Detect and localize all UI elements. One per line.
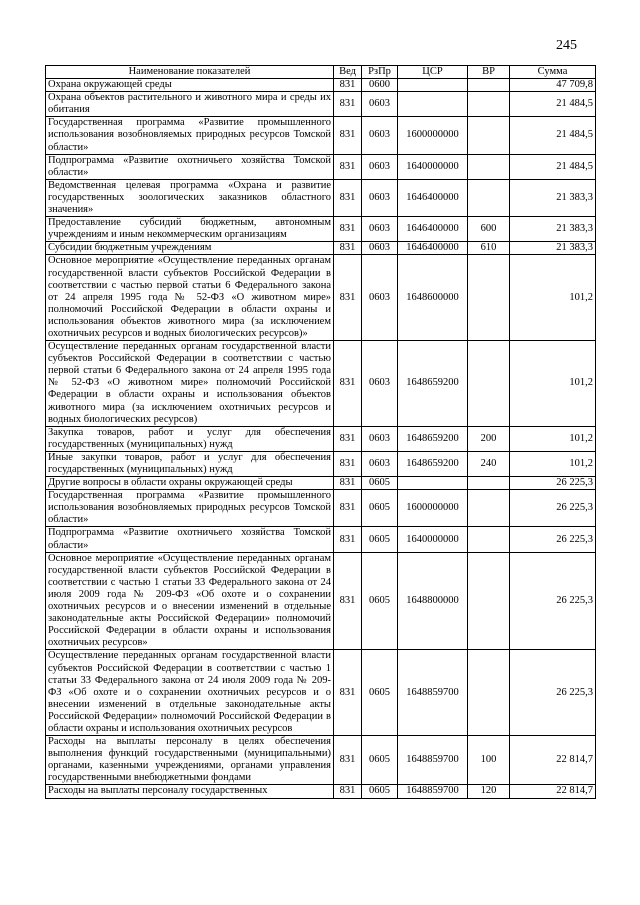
cell-rzpr: 0605 bbox=[362, 736, 398, 785]
cell-vr: 240 bbox=[468, 451, 510, 476]
cell-ved: 831 bbox=[334, 341, 362, 427]
cell-csr: 1648659200 bbox=[398, 426, 468, 451]
cell-vr bbox=[468, 490, 510, 527]
table-body bbox=[46, 79, 596, 798]
cell-vr bbox=[468, 117, 510, 154]
cell-vr bbox=[468, 552, 510, 650]
cell-csr: 1648659200 bbox=[398, 341, 468, 427]
cell-sum: 21 383,3 bbox=[510, 217, 596, 242]
table-row bbox=[46, 154, 596, 179]
cell-rzpr: 0603 bbox=[362, 117, 398, 154]
cell-vr bbox=[468, 341, 510, 427]
cell-sum: 26 225,3 bbox=[510, 490, 596, 527]
cell-name: Охрана объектов растительного и животного мира и среды их обитания bbox=[46, 92, 334, 117]
cell-vr bbox=[468, 92, 510, 117]
cell-vr: 600 bbox=[468, 217, 510, 242]
cell-ved: 831 bbox=[334, 451, 362, 476]
header-csr: ЦСР bbox=[398, 66, 468, 79]
table-row bbox=[46, 242, 596, 255]
cell-ved: 831 bbox=[334, 117, 362, 154]
cell-rzpr: 0603 bbox=[362, 154, 398, 179]
cell-vr bbox=[468, 179, 510, 216]
cell-name: Осуществление переданных органам государственной власти субъектов Российской Федерации в соответствии с частью первой статьи 6 Федерального закона от 24 апреля 1995 года № 52-ФЗ «О животном мире» полномочий Российской Федерации в области охраны и использования объектов животного мира (за исключением охотничьих ресурсов и водных биологических ресурсов) bbox=[46, 341, 334, 427]
budget-table bbox=[45, 65, 596, 799]
cell-name: Субсидии бюджетным учреждениям bbox=[46, 242, 334, 255]
cell-vr bbox=[468, 255, 510, 341]
cell-rzpr: 0605 bbox=[362, 785, 398, 798]
cell-name: Государственная программа «Развитие промышленного использования возобновляемых природных ресурсов Томской области» bbox=[46, 117, 334, 154]
cell-sum: 101,2 bbox=[510, 451, 596, 476]
table-row bbox=[46, 736, 596, 785]
cell-ved: 831 bbox=[334, 477, 362, 490]
cell-sum: 22 814,7 bbox=[510, 785, 596, 798]
cell-vr bbox=[468, 154, 510, 179]
cell-sum: 101,2 bbox=[510, 426, 596, 451]
cell-vr bbox=[468, 650, 510, 736]
table-row bbox=[46, 552, 596, 650]
cell-vr bbox=[468, 527, 510, 552]
table-row bbox=[46, 426, 596, 451]
cell-name: Охрана окружающей среды bbox=[46, 79, 334, 92]
cell-sum: 26 225,3 bbox=[510, 650, 596, 736]
header-sum: Сумма bbox=[510, 66, 596, 79]
cell-csr: 1640000000 bbox=[398, 527, 468, 552]
cell-name: Закупка товаров, работ и услуг для обеспечения государственных (муниципальных) нужд bbox=[46, 426, 334, 451]
cell-sum: 26 225,3 bbox=[510, 552, 596, 650]
cell-ved: 831 bbox=[334, 426, 362, 451]
cell-rzpr: 0603 bbox=[362, 426, 398, 451]
cell-vr: 200 bbox=[468, 426, 510, 451]
table-row bbox=[46, 179, 596, 216]
cell-rzpr: 0605 bbox=[362, 552, 398, 650]
table-row bbox=[46, 527, 596, 552]
table-row bbox=[46, 255, 596, 341]
cell-ved: 831 bbox=[334, 785, 362, 798]
table-row bbox=[46, 92, 596, 117]
cell-name: Подпрограмма «Развитие охотничьего хозяйства Томской области» bbox=[46, 154, 334, 179]
cell-sum: 101,2 bbox=[510, 341, 596, 427]
cell-sum: 47 709,8 bbox=[510, 79, 596, 92]
cell-sum: 101,2 bbox=[510, 255, 596, 341]
cell-name: Подпрограмма «Развитие охотничьего хозяйства Томской области» bbox=[46, 527, 334, 552]
table-row bbox=[46, 477, 596, 490]
cell-sum: 26 225,3 bbox=[510, 477, 596, 490]
table-row bbox=[46, 490, 596, 527]
cell-name: Расходы на выплаты персоналу в целях обеспечения выполнения функций государственными (муниципальными) органами, казенными учреждениями, органами управления государственными внебюджетными фондами bbox=[46, 736, 334, 785]
cell-rzpr: 0605 bbox=[362, 650, 398, 736]
cell-ved: 831 bbox=[334, 736, 362, 785]
cell-csr bbox=[398, 477, 468, 490]
table-row bbox=[46, 79, 596, 92]
cell-csr: 1648659200 bbox=[398, 451, 468, 476]
cell-ved: 831 bbox=[334, 154, 362, 179]
cell-vr bbox=[468, 477, 510, 490]
header-name: Наименование показателей bbox=[46, 66, 334, 79]
cell-ved: 831 bbox=[334, 650, 362, 736]
cell-csr bbox=[398, 79, 468, 92]
cell-csr: 1648859700 bbox=[398, 650, 468, 736]
table-row bbox=[46, 217, 596, 242]
cell-sum: 21 383,3 bbox=[510, 179, 596, 216]
cell-csr: 1648859700 bbox=[398, 785, 468, 798]
cell-ved: 831 bbox=[334, 217, 362, 242]
cell-rzpr: 0603 bbox=[362, 217, 398, 242]
cell-csr: 1648800000 bbox=[398, 552, 468, 650]
cell-csr: 1646400000 bbox=[398, 217, 468, 242]
cell-rzpr: 0605 bbox=[362, 490, 398, 527]
cell-ved: 831 bbox=[334, 179, 362, 216]
cell-csr: 1646400000 bbox=[398, 179, 468, 216]
table-row bbox=[46, 117, 596, 154]
cell-name: Иные закупки товаров, работ и услуг для обеспечения государственных (муниципальных) нужд bbox=[46, 451, 334, 476]
cell-ved: 831 bbox=[334, 79, 362, 92]
cell-ved: 831 bbox=[334, 92, 362, 117]
cell-name: Расходы на выплаты персоналу государственных bbox=[46, 785, 334, 798]
cell-sum: 21 484,5 bbox=[510, 92, 596, 117]
cell-name: Государственная программа «Развитие промышленного использования возобновляемых природных ресурсов Томской области» bbox=[46, 490, 334, 527]
cell-csr: 1600000000 bbox=[398, 490, 468, 527]
table-header-row bbox=[46, 66, 596, 79]
cell-rzpr: 0603 bbox=[362, 451, 398, 476]
cell-vr: 610 bbox=[468, 242, 510, 255]
cell-vr bbox=[468, 79, 510, 92]
header-vr: ВР bbox=[468, 66, 510, 79]
cell-csr: 1648859700 bbox=[398, 736, 468, 785]
cell-vr: 100 bbox=[468, 736, 510, 785]
cell-ved: 831 bbox=[334, 255, 362, 341]
cell-rzpr: 0600 bbox=[362, 79, 398, 92]
cell-ved: 831 bbox=[334, 490, 362, 527]
header-rzpr: РзПр bbox=[362, 66, 398, 79]
cell-name: Основное мероприятие «Осуществление переданных органам государственной власти субъектов Российской Федерации в соответствии с частью 1 статьи 33 Федерального закона от 24 июля 2009 года № 209-ФЗ «Об охоте и о сохранении охотничьих ресурсов и о внесении изменений в отдельные законодательные акты Российской Федерации» полномочий Российской Федерации в области охраны и использования охотничьих ресурсов» bbox=[46, 552, 334, 650]
cell-rzpr: 0603 bbox=[362, 179, 398, 216]
cell-name: Основное мероприятие «Осуществление переданных органам государственной власти субъектов Российской Федерации в соответствии с частью первой статьи 6 Федерального закона от 24 апреля 1995 года № 52-ФЗ «О животном мире» полномочий Российской Федерации в области охраны и использования объектов животного мира (за исключением охотничьих ресурсов и водных биологических ресурсов)» bbox=[46, 255, 334, 341]
cell-rzpr: 0603 bbox=[362, 242, 398, 255]
cell-ved: 831 bbox=[334, 242, 362, 255]
cell-rzpr: 0603 bbox=[362, 255, 398, 341]
cell-csr: 1600000000 bbox=[398, 117, 468, 154]
cell-name: Другие вопросы в области охраны окружающей среды bbox=[46, 477, 334, 490]
cell-sum: 22 814,7 bbox=[510, 736, 596, 785]
cell-rzpr: 0603 bbox=[362, 92, 398, 117]
cell-name: Предоставление субсидий бюджетным, автономным учреждениям и иным некоммерческим организациям bbox=[46, 217, 334, 242]
cell-csr: 1640000000 bbox=[398, 154, 468, 179]
cell-sum: 21 383,3 bbox=[510, 242, 596, 255]
cell-csr: 1646400000 bbox=[398, 242, 468, 255]
cell-name: Ведомственная целевая программа «Охрана и развитие государственных зоологических заказников областного значения» bbox=[46, 179, 334, 216]
table-row bbox=[46, 785, 596, 798]
cell-ved: 831 bbox=[334, 527, 362, 552]
cell-rzpr: 0603 bbox=[362, 341, 398, 427]
table-row bbox=[46, 650, 596, 736]
cell-rzpr: 0605 bbox=[362, 527, 398, 552]
cell-csr: 1648600000 bbox=[398, 255, 468, 341]
cell-sum: 21 484,5 bbox=[510, 117, 596, 154]
header-ved: Вед bbox=[334, 66, 362, 79]
cell-sum: 26 225,3 bbox=[510, 527, 596, 552]
cell-vr: 120 bbox=[468, 785, 510, 798]
table-row bbox=[46, 341, 596, 427]
cell-csr bbox=[398, 92, 468, 117]
cell-name: Осуществление переданных органам государственной власти субъектов Российской Федерации в соответствии с частью 1 статьи 33 Федерального закона от 24 июля 2009 года № 209-ФЗ «Об охоте и о сохранении охотничьих ресурсов и о внесении изменений в отдельные законодательные акты Российской Федерации» полномочий Российской Федерации в области охраны и использования охотничьих ресурсов bbox=[46, 650, 334, 736]
table-row bbox=[46, 451, 596, 476]
page-number: 245 bbox=[556, 38, 577, 53]
cell-rzpr: 0605 bbox=[362, 477, 398, 490]
cell-ved: 831 bbox=[334, 552, 362, 650]
cell-sum: 21 484,5 bbox=[510, 154, 596, 179]
